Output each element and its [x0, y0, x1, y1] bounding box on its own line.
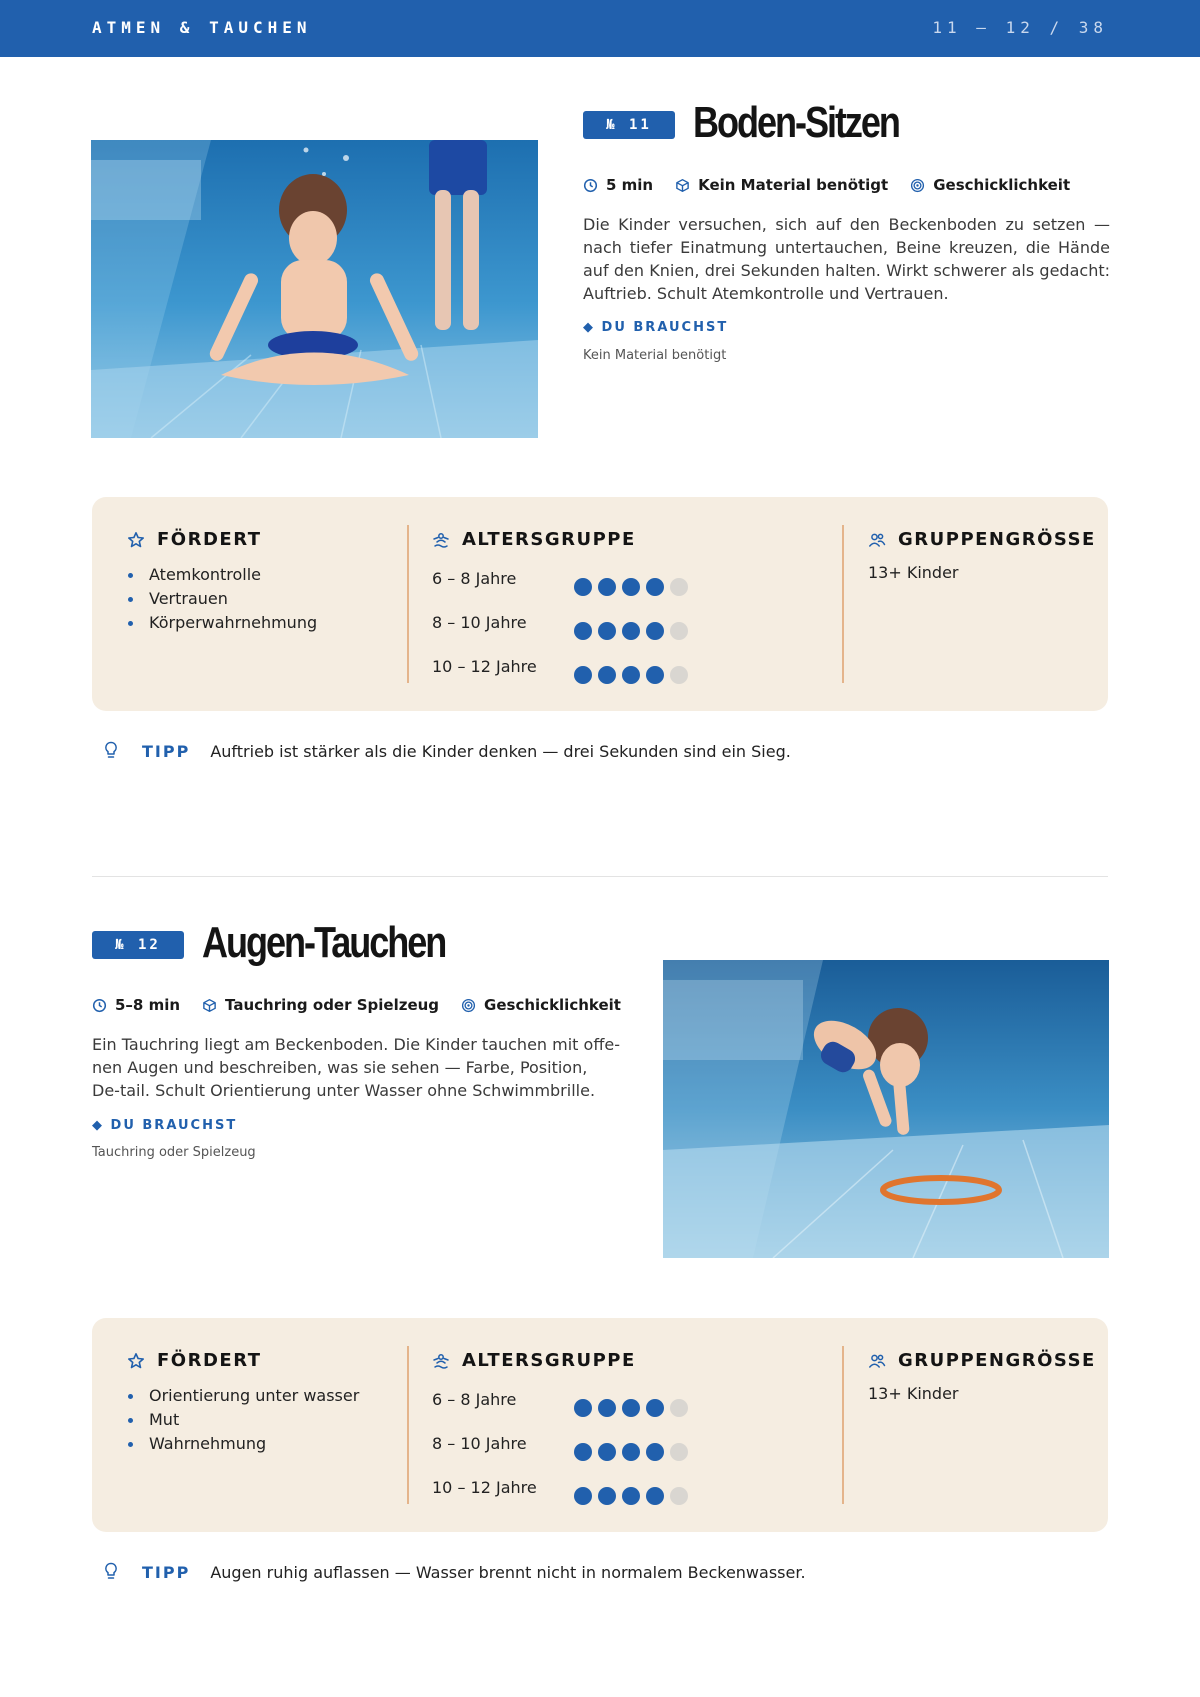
- list-item: Vertrauen: [127, 587, 317, 611]
- rating-dot-filled: [598, 1487, 616, 1505]
- material: Tauchring oder Spielzeug: [202, 996, 439, 1014]
- age-row-label: 10 – 12 Jahre: [432, 1478, 537, 1497]
- section-divider: [92, 876, 1108, 877]
- rating-dot-filled: [646, 622, 664, 640]
- rating-dot-filled: [574, 622, 592, 640]
- column-divider: [842, 525, 844, 683]
- users-icon: [868, 531, 886, 549]
- age-heading: ALTERSGRUPPE: [432, 529, 636, 550]
- exercise-description: Ein Tauchring liegt am Beckenboden. Die Kinder tauchen mit offe-nen Augen und beschreiben, was sie sehen — Farbe, Position, De-tail. Schult Orientierung unter Wasser ohne Schwimmbrille.: [92, 1035, 620, 1100]
- tip-text: Auftrieb ist stärker als die Kinder denken — drei Sekunden sind ein Sieg.: [210, 741, 791, 761]
- exercise-description: Die Kinder versuchen, sich auf den Beckenboden zu setzen — nach tiefer Einatmung untertauchen, Beine kreuzen, die Hände auf den Knien, drei Sekunden halten. Wirkt schwerer als gedacht: Auftrieb. Schult Atemkontrolle und Vertrauen.: [583, 215, 1110, 303]
- foerdert-list: [127, 563, 317, 635]
- exercise-photo-augen-tauchen: [663, 960, 1109, 1258]
- age-row-label: 6 – 8 Jahre: [432, 1390, 517, 1409]
- skill: Geschicklichkeit: [910, 176, 1070, 194]
- age-rating: [574, 1399, 694, 1417]
- exercise-meta: [92, 996, 643, 1014]
- clock-icon: [583, 178, 598, 193]
- target-icon: [461, 998, 476, 1013]
- materials-label: ◆ DU BRAUCHST: [92, 1118, 238, 1133]
- group-heading: GRUPPENGRÖSSE: [868, 529, 1096, 550]
- section-title: ATMEN & TAUCHEN: [92, 18, 312, 37]
- rating-dot-filled: [646, 1487, 664, 1505]
- rating-dot-filled: [646, 666, 664, 684]
- info-card: [92, 497, 1108, 711]
- clock-icon: [92, 998, 107, 1013]
- age-rating: [574, 666, 694, 684]
- box-icon: [202, 998, 217, 1013]
- rating-dot-filled: [646, 578, 664, 596]
- rating-dot-empty: [670, 622, 688, 640]
- rating-dot-empty: [670, 1399, 688, 1417]
- rating-dot-filled: [598, 622, 616, 640]
- list-item: Wahrnehmung: [127, 1432, 359, 1456]
- materials-text: Tauchring oder Spielzeug: [92, 1145, 256, 1160]
- exercise-title: Boden-Sitzen: [693, 98, 899, 147]
- rating-dot-empty: [670, 666, 688, 684]
- list-item: Mut: [127, 1408, 359, 1432]
- box-icon: [675, 178, 690, 193]
- rating-dot-filled: [622, 1487, 640, 1505]
- duration: 5–8 min: [92, 996, 180, 1014]
- materials-label: ◆ DU BRAUCHST: [583, 320, 729, 335]
- age-row-label: 10 – 12 Jahre: [432, 657, 537, 676]
- foerdert-heading: FÖRDERT: [127, 529, 262, 550]
- tip-text: Augen ruhig auflassen — Wasser brennt nicht in normalem Beckenwasser.: [210, 1562, 806, 1582]
- age-row-label: 6 – 8 Jahre: [432, 569, 517, 588]
- tip-label: TIPP: [142, 1562, 191, 1582]
- group-heading: GRUPPENGRÖSSE: [868, 1350, 1096, 1371]
- rating-dot-filled: [598, 1443, 616, 1461]
- rating-dot-filled: [574, 1399, 592, 1417]
- rating-dot-empty: [670, 1487, 688, 1505]
- rating-dot-filled: [574, 1487, 592, 1505]
- material: Kein Material benötigt: [675, 176, 888, 194]
- page-range: 11 – 12 / 38: [932, 18, 1108, 37]
- list-item: Atemkontrolle: [127, 563, 317, 587]
- age-rating: [574, 578, 694, 596]
- tip: [104, 1562, 806, 1582]
- rating-dot-filled: [622, 1399, 640, 1417]
- tip: [104, 741, 791, 761]
- list-item: Orientierung unter wasser: [127, 1384, 359, 1408]
- exercise-meta: [583, 176, 1092, 194]
- lightbulb-icon: [104, 741, 118, 761]
- users-icon: [868, 1352, 886, 1370]
- info-card: [92, 1318, 1108, 1532]
- rating-dot-filled: [646, 1443, 664, 1461]
- skill: Geschicklichkeit: [461, 996, 621, 1014]
- rating-dot-filled: [574, 1443, 592, 1461]
- group-size: 13+ Kinder: [868, 563, 959, 582]
- lightbulb-icon: [104, 1562, 118, 1582]
- age-rating: [574, 1443, 694, 1461]
- rating-dot-filled: [622, 578, 640, 596]
- rating-dot-filled: [622, 622, 640, 640]
- rating-dot-filled: [598, 578, 616, 596]
- materials-text: Kein Material benötigt: [583, 348, 727, 363]
- age-row-label: 8 – 10 Jahre: [432, 1434, 527, 1453]
- star-icon: [127, 531, 145, 549]
- column-divider: [407, 1346, 409, 1504]
- duration: 5 min: [583, 176, 653, 194]
- rating-dot-filled: [622, 666, 640, 684]
- foerdert-list: [127, 1384, 359, 1456]
- tip-label: TIPP: [142, 741, 191, 761]
- rating-dot-filled: [598, 1399, 616, 1417]
- age-heading: ALTERSGRUPPE: [432, 1350, 636, 1371]
- target-icon: [910, 178, 925, 193]
- column-divider: [407, 525, 409, 683]
- header-bar: [0, 0, 1200, 57]
- rating-dot-filled: [598, 666, 616, 684]
- exercise-number-badge: № 12: [92, 931, 184, 959]
- rating-dot-empty: [670, 1443, 688, 1461]
- age-row-label: 8 – 10 Jahre: [432, 613, 527, 632]
- exercise-number-badge: № 11: [583, 111, 675, 139]
- swimmer-icon: [432, 531, 450, 549]
- rating-dot-filled: [646, 1399, 664, 1417]
- rating-dot-filled: [574, 578, 592, 596]
- swimmer-icon: [432, 1352, 450, 1370]
- rating-dot-filled: [622, 1443, 640, 1461]
- star-icon: [127, 1352, 145, 1370]
- column-divider: [842, 1346, 844, 1504]
- group-size: 13+ Kinder: [868, 1384, 959, 1403]
- age-rating: [574, 622, 694, 640]
- list-item: Körperwahrnehmung: [127, 611, 317, 635]
- age-rating: [574, 1487, 694, 1505]
- exercise-photo-boden-sitzen: [91, 140, 538, 438]
- exercise-title: Augen-Tauchen: [202, 918, 446, 967]
- rating-dot-empty: [670, 578, 688, 596]
- rating-dot-filled: [574, 666, 592, 684]
- foerdert-heading: FÖRDERT: [127, 1350, 262, 1371]
